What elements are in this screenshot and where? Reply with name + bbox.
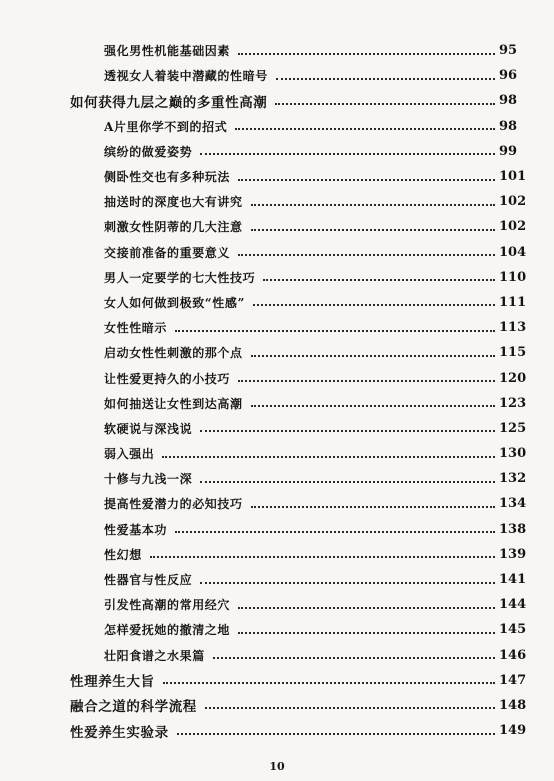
toc-section — [0, 617, 554, 642]
toc-section — [0, 164, 554, 189]
toc-entry-title: 融合之道的科学流程 — [70, 699, 197, 716]
dot-leader — [251, 405, 495, 407]
toc-entry-page: 101 — [499, 169, 527, 185]
page-number: 10 — [269, 760, 285, 773]
toc-section — [0, 38, 554, 63]
toc-entry-page: 102 — [499, 219, 527, 235]
toc-entry-page: 96 — [499, 68, 518, 84]
toc-entry-page: 99 — [499, 143, 518, 159]
toc-section — [0, 189, 554, 214]
dot-leader — [275, 103, 495, 105]
toc-entry-page: 102 — [499, 194, 527, 210]
dot-leader — [253, 304, 495, 306]
dot-leader — [238, 254, 495, 256]
toc-chapter — [0, 668, 554, 693]
toc-chapter — [0, 718, 554, 743]
dot-leader — [162, 456, 495, 458]
toc-entry-page: 149 — [499, 723, 527, 739]
toc-section — [0, 315, 554, 340]
toc-entry-page: 141 — [499, 572, 527, 588]
toc-section — [0, 592, 554, 617]
toc-entry-page: 95 — [499, 43, 518, 59]
toc-entry-page: 144 — [499, 597, 527, 613]
toc-entry-page: 125 — [499, 420, 527, 436]
toc-entry-page: 123 — [499, 395, 527, 411]
toc-entry-title: 怎样爱抚她的撤清之地 — [104, 623, 231, 638]
toc-entry-page: 139 — [499, 546, 527, 562]
dot-leader — [150, 556, 495, 558]
toc-section — [0, 139, 554, 164]
dot-leader — [238, 607, 495, 609]
toc-entry-title: 交接前准备的重要意义 — [104, 245, 231, 260]
toc-entry-title: 性理养生大旨 — [70, 674, 155, 691]
toc-section — [0, 517, 554, 542]
dot-leader — [276, 78, 495, 80]
toc-section — [0, 340, 554, 365]
toc-entry-page: 98 — [499, 118, 518, 134]
dot-leader — [163, 682, 495, 684]
toc-entry-title: 十修与九浅一深 — [104, 472, 193, 487]
toc-entry-title: 刺激女性阴蒂的几大注意 — [104, 220, 243, 235]
toc-entry-title: 引发性高潮的常用经穴 — [104, 598, 231, 613]
toc-section — [0, 567, 554, 592]
dot-leader — [235, 128, 495, 130]
dot-leader — [238, 179, 495, 181]
toc-entry-title: 如何获得九层之巅的多重性高潮 — [70, 94, 268, 111]
dot-leader — [251, 229, 495, 231]
toc-entry-title: 性器官与性反应 — [104, 573, 193, 588]
dot-leader — [175, 531, 495, 533]
toc-entry-title: 性爱基本功 — [104, 522, 168, 537]
toc-entry-title: 缤纷的做爱姿势 — [104, 144, 193, 159]
toc-entry-page: 138 — [499, 521, 527, 537]
toc-entry-title: 强化男性机能基础因素 — [104, 44, 231, 59]
toc-entry-title: A片里你学不到的招式 — [104, 119, 228, 134]
toc-entry-title: 透视女人着装中潜藏的性暗号 — [104, 69, 268, 84]
toc-entry-title: 性幻想 — [104, 547, 142, 562]
toc-entry-page: 111 — [499, 294, 527, 310]
toc-section — [0, 416, 554, 441]
toc-section — [0, 365, 554, 390]
toc-entry-page: 145 — [499, 622, 527, 638]
toc-section — [0, 466, 554, 491]
dot-leader — [238, 380, 495, 382]
toc-entry-page: 130 — [499, 446, 527, 462]
dot-leader — [251, 204, 495, 206]
toc-entry-page: 110 — [499, 269, 527, 285]
toc-entry-page: 98 — [499, 93, 518, 109]
toc-entry-title: 壮阳食谱之水果篇 — [104, 648, 205, 663]
toc-entry-title: 性爱养生实验录 — [70, 724, 169, 741]
dot-leader — [213, 657, 495, 659]
toc-section — [0, 63, 554, 88]
toc-section — [0, 265, 554, 290]
toc-chapter — [0, 88, 554, 113]
dot-leader — [177, 733, 495, 735]
toc-section — [0, 214, 554, 239]
toc-entry-title: 提高性爱潜力的必知技巧 — [104, 497, 243, 512]
dot-leader — [200, 153, 495, 155]
toc-entry-page: 148 — [499, 697, 527, 713]
toc-entry-page: 120 — [499, 370, 527, 386]
toc-section — [0, 114, 554, 139]
toc-section — [0, 491, 554, 516]
table-of-contents — [0, 38, 554, 743]
toc-entry-page: 147 — [499, 672, 527, 688]
dot-leader — [205, 707, 495, 709]
dot-leader — [251, 506, 495, 508]
toc-entry-page: 115 — [499, 345, 527, 361]
toc-section — [0, 391, 554, 416]
toc-entry-title: 启动女性性刺激的那个点 — [104, 346, 243, 361]
toc-entry-page: 113 — [499, 320, 527, 336]
dot-leader — [200, 430, 495, 432]
toc-entry-title: 软硬说与深浅说 — [104, 421, 193, 436]
toc-chapter — [0, 693, 554, 718]
dot-leader — [263, 279, 495, 281]
toc-entry-title: 男人一定要学的七大性技巧 — [104, 270, 256, 285]
toc-entry-title: 让性爱更持久的小技巧 — [104, 371, 231, 386]
toc-entry-title: 侧卧性交也有多种玩法 — [104, 170, 231, 185]
toc-entry-page: 146 — [499, 647, 527, 663]
toc-entry-title: 女性性暗示 — [104, 321, 168, 336]
toc-section — [0, 643, 554, 668]
dot-leader — [200, 481, 495, 483]
toc-entry-page: 134 — [499, 496, 527, 512]
dot-leader — [251, 355, 495, 357]
toc-entry-title: 女人如何做到极致“性感” — [104, 295, 246, 310]
toc-entry-title: 抽送时的深度也大有讲究 — [104, 195, 243, 210]
toc-section — [0, 240, 554, 265]
toc-entry-page: 132 — [499, 471, 527, 487]
toc-section — [0, 441, 554, 466]
dot-leader — [175, 330, 495, 332]
toc-entry-title: 如何抽送让女性到达高潮 — [104, 396, 243, 411]
toc-section — [0, 290, 554, 315]
toc-entry-title: 弱入强出 — [104, 447, 155, 462]
toc-section — [0, 542, 554, 567]
dot-leader — [238, 632, 495, 634]
toc-entry-page: 104 — [499, 244, 527, 260]
dot-leader — [200, 582, 495, 584]
dot-leader — [238, 53, 495, 55]
